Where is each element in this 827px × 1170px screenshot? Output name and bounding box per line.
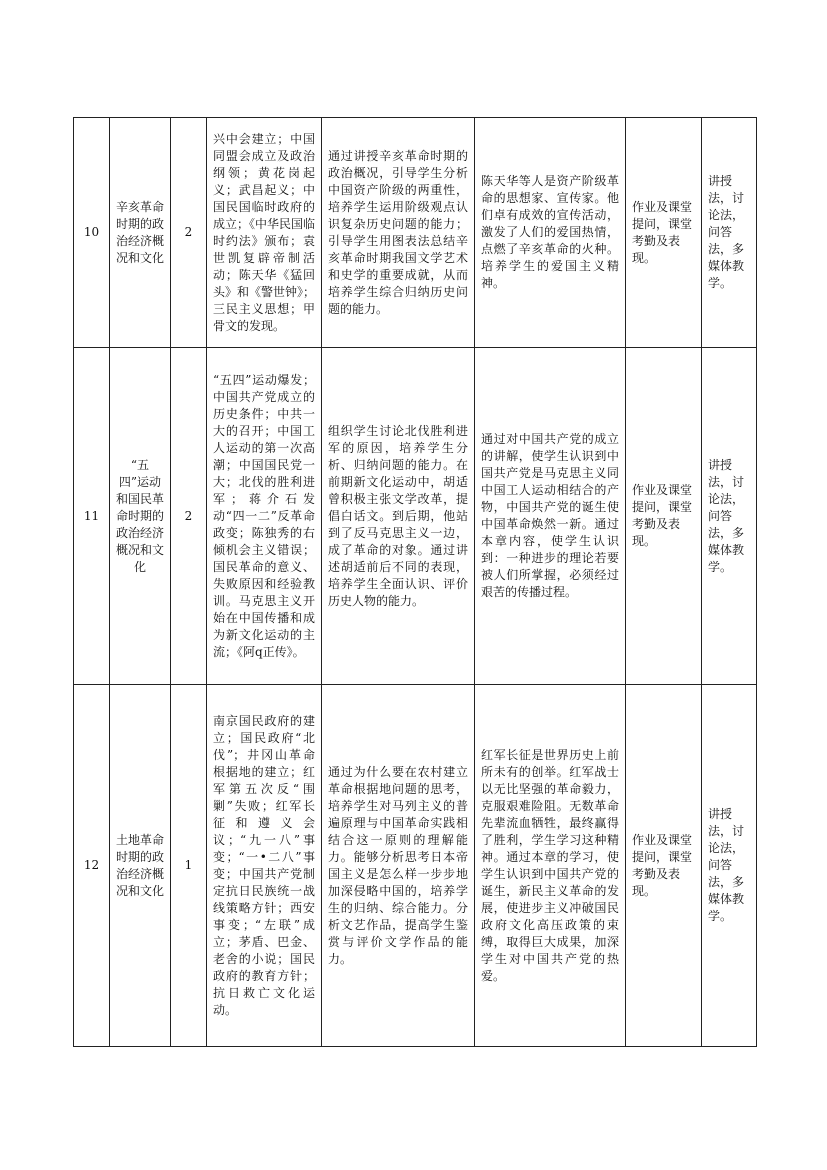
- chapter-title: 辛亥革命时期的政治经济概况和文化: [110, 118, 171, 348]
- row-number: 12: [74, 685, 110, 1047]
- teaching-requirements: 通过为什么要在农村建立革命根据地问题的思考，培养学生对马列主义的普遍原理与中国革命实践相结合这一原则的理解能力。能够分析思考日本帝国主义是怎么样一步步地加深侵略中国的，培养学生的归纳、综合能力。分析文艺作品，提高学生鉴赏与评价文学作品的能力。: [322, 685, 475, 1047]
- key-points: 兴中会建立；中国同盟会成立及政治纲领；黄花岗起义；武昌起义；中国民国临时政府的成立；《中华民国临时约法》颁布；袁世凯复辟帝制活动；陈天华《猛回头》和《警世钟》；三民主义思想；甲骨文的发现。: [207, 118, 322, 348]
- syllabus-table: [73, 117, 757, 1047]
- table-row: [74, 685, 757, 1047]
- teaching-requirements: 组织学生讨论北伐胜利进军的原因，培养学生分析、归纳问题的能力。在前期新文化运动中，胡适曾积极主张文学改革，提倡白话文。到后期，他站到了反马克思主义一边，成了革命的对象。通过讲述胡适前后不同的表现，培养学生全面认识、评价历史人物的能力。: [322, 348, 475, 685]
- table-row: [74, 118, 757, 348]
- teaching-requirements: 通过讲授辛亥革命时期的政治概况，引导学生分析中国资产阶级的两重性，培养学生运用阶级观点认识复杂历史问题的能力；引导学生用图表法总结辛亥革命时期我国文学艺术和史学的重要成就，从而培养学生综合归纳历史问题的能力。: [322, 118, 475, 348]
- class-hours: 1: [171, 685, 207, 1047]
- teaching-method: 讲授法，讨论法，问答法，多媒体教学。: [702, 685, 757, 1047]
- teaching-method: 讲授法，讨论法，问答法，多媒体教学。: [702, 118, 757, 348]
- teaching-method: 讲授法，讨论法，问答法，多媒体教学。: [702, 348, 757, 685]
- assessment-method: 作业及课堂提问，课堂考勤及表现。: [626, 348, 702, 685]
- chapter-title: 土地革命时期的政治经济概况和文化: [110, 685, 171, 1047]
- ideological-education: 陈天华等人是资产阶级革命的思想家、宣传家。他们卓有成效的宣传活动，激发了人们的爱国热情，点燃了辛亥革命的火种。培养学生的爱国主义精神。: [475, 118, 626, 348]
- chapter-title: “五四”运动和国民革命时期的政治经济概况和文化: [110, 348, 171, 685]
- class-hours: 2: [171, 348, 207, 685]
- assessment-method: 作业及课堂提问，课堂考勤及表现。: [626, 685, 702, 1047]
- ideological-education: 通过对中国共产党的成立的讲解，使学生认识到中国共产党是马克思主义同中国工人运动相结合的产物，中国共产党的诞生使中国革命焕然一新。通过本章内容，使学生认识到：一种进步的理论若要被人们所掌握，必须经过艰苦的传播过程。: [475, 348, 626, 685]
- row-number: 10: [74, 118, 110, 348]
- assessment-method: 作业及课堂提问，课堂考勤及表现。: [626, 118, 702, 348]
- key-points: “五四”运动爆发；中国共产党成立的历史条件；中共一大的召开；中国工人运动的第一次高潮；中国国民党一大；北伐的胜利进军；蒋介石发动“四一二”反革命政变；陈独秀的右倾机会主义错误；国民革命的意义、失败原因和经验教训。马克思主义开始在中国传播和成为新文化运动的主流；《阿q正传》。: [207, 348, 322, 685]
- row-number: 11: [74, 348, 110, 685]
- table-row: [74, 348, 757, 685]
- class-hours: 2: [171, 118, 207, 348]
- key-points: 南京国民政府的建立；国民政府“北伐”；井冈山革命根据地的建立；红军第五次反“围剿”失败；红军长征和遵义会议；“九一八”事变；“一•二八”事变；中国共产党制定抗日民族统一战线策略方针；西安事变；“左联”成立；茅盾、巴金、老舍的小说；国民政府的教育方针；抗日救亡文化运动。: [207, 685, 322, 1047]
- ideological-education: 红军长征是世界历史上前所未有的创举。红军战士以无比坚强的革命毅力，克服艰难险阻。无数革命先辈流血牺牲，最终赢得了胜利，学生学习这种精神。通过本章的学习，使学生认识到中国共产党的诞生，新民主义革命的发展，使进步主义冲破国民政府文化高压政策的束缚，取得巨大成果，加深学生对中国共产党的热爱。: [475, 685, 626, 1047]
